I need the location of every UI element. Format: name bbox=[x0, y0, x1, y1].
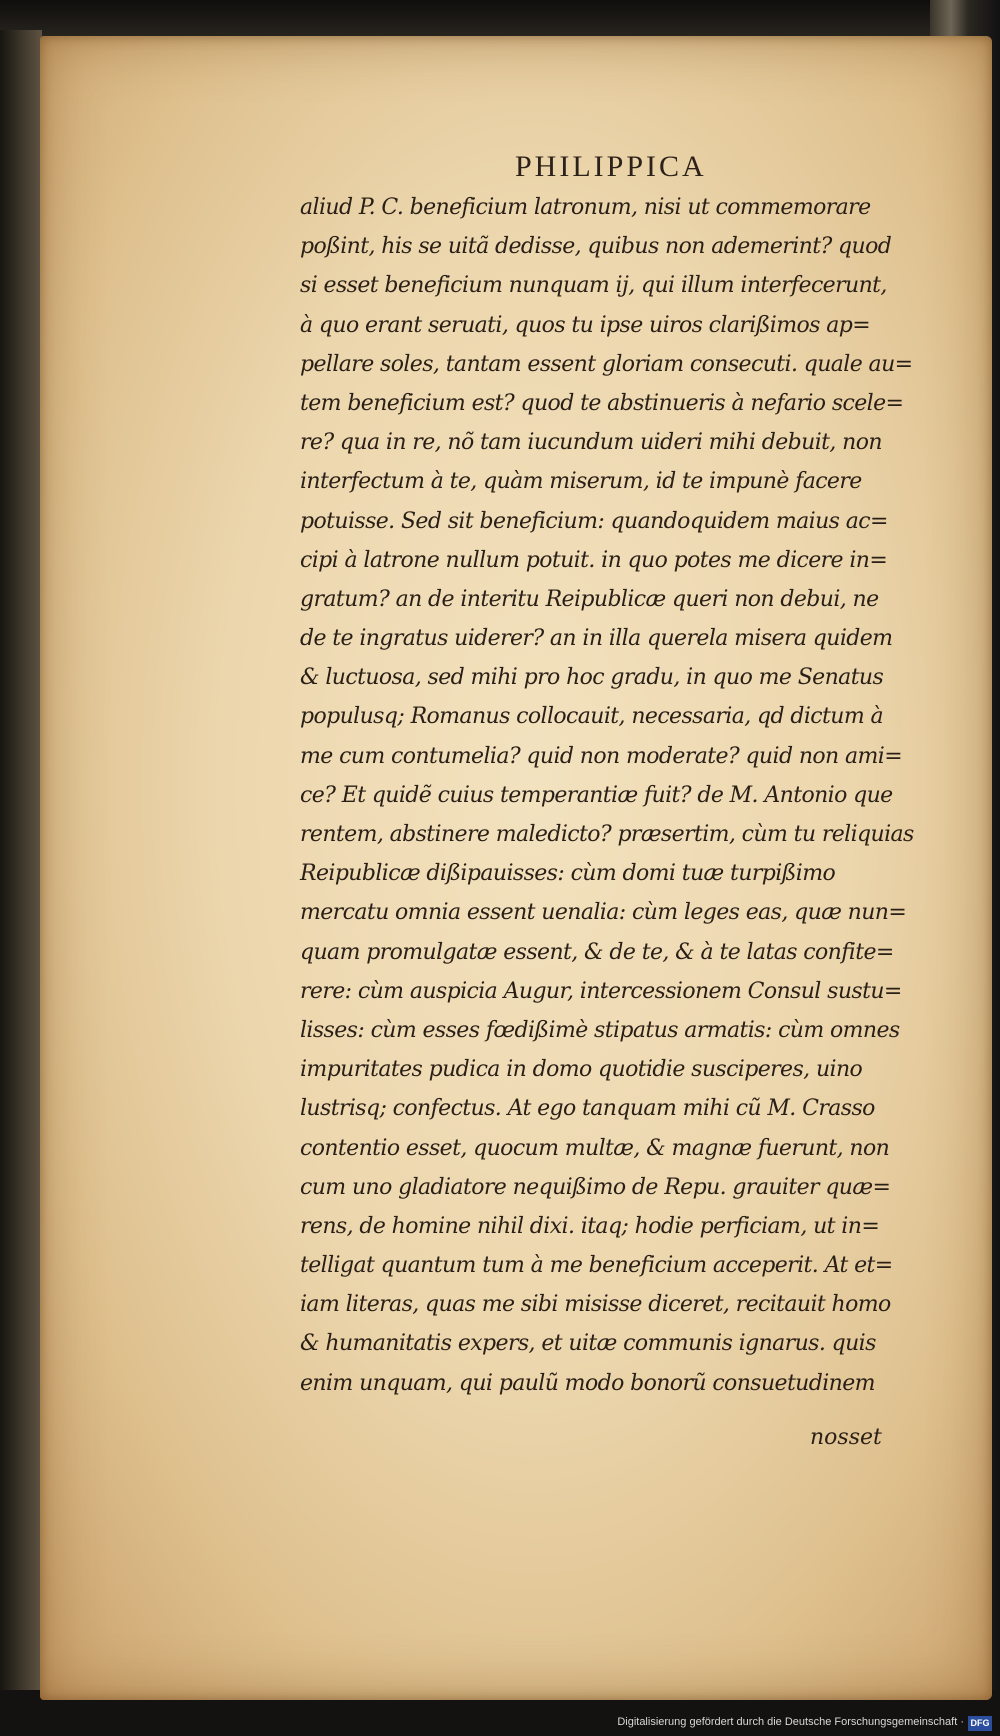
text-line: cum uno gladiatore nequißimo de Repu. grauiter quæ= bbox=[300, 1174, 891, 1200]
text-line: impuritates pudica in domo quotidie susciperes, uino bbox=[300, 1057, 863, 1083]
body-text bbox=[300, 188, 940, 1403]
text-line: mercatu omnia essent uenalia: cùm leges eas, quæ nun= bbox=[300, 900, 907, 926]
text-line: lustrisq; confectus. At ego tanquam mihi cũ M. Crasso bbox=[300, 1096, 875, 1122]
text-line: potuisse. Sed sit beneficium: quandoquidem maius ac= bbox=[300, 508, 888, 534]
text-line: rentem, abstinere maledicto? præsertim, cùm tu reliquias bbox=[300, 822, 914, 847]
text-line: aliud P. C. beneficium latronum, nisi ut commemorare bbox=[300, 195, 871, 220]
text-line: tem beneficium est? quod te abstinueris à nefario scele= bbox=[300, 390, 904, 416]
text-line: populusq; Romanus collocauit, necessaria, qd dictum à bbox=[300, 704, 883, 730]
text-line: me cum contumelia? quid non moderate? quid non ami= bbox=[300, 743, 903, 769]
text-line: de te ingratus uiderer? an in illa querela misera quidem bbox=[300, 626, 893, 652]
text-line: contentio esset, quocum multæ, & magnæ fuerunt, non bbox=[300, 1135, 890, 1161]
text-line: quam promulgatæ essent, & de te, & à te latas confite= bbox=[300, 939, 894, 965]
running-head: PHILIPPICA bbox=[515, 150, 707, 183]
digitization-footer bbox=[0, 1712, 1000, 1736]
text-line: cipi à latrone nullum potuit. in quo potes me dicere in= bbox=[300, 547, 888, 573]
dfg-logo: DFG bbox=[968, 1716, 992, 1731]
text-line: iam literas, quas me sibi misisse diceret, recitauit homo bbox=[300, 1292, 891, 1318]
catchword: nosset bbox=[810, 1425, 882, 1450]
text-line: si esset beneficium nunquam ij, qui illum interfecerunt, bbox=[300, 273, 887, 299]
text-line: Reipublicæ dißipauisses: cùm domi tuæ turpißimo bbox=[300, 861, 836, 887]
text-line: interfectum à te, quàm miserum, id te impunè facere bbox=[300, 469, 862, 495]
text-line: rere: cùm auspicia Augur, intercessionem Consul sustu= bbox=[300, 978, 902, 1004]
text-line: enim unquam, qui paulũ modo bonorũ consuetudinem bbox=[300, 1370, 875, 1396]
text-line: poßint, his se uitã dedisse, quibus non ademerint? quod bbox=[300, 234, 892, 260]
text-line: à quo erant seruati, quos tu ipse uiros clarißimos ap= bbox=[300, 312, 871, 338]
text-line: lisses: cùm esses fœdißimè stipatus armatis: cùm omnes bbox=[300, 1017, 900, 1043]
text-line: re? qua in re, nõ tam iucundum uideri mihi debuit, non bbox=[300, 430, 882, 456]
book-left-edge bbox=[0, 30, 42, 1710]
text-line: ce? Et quidẽ cuius temperantiæ fuit? de M. Antonio que bbox=[300, 782, 893, 808]
text-line: rens, de homine nihil dixi. itaq; hodie perficiam, ut in= bbox=[300, 1213, 880, 1239]
text-line: pellare soles, tantam essent gloriam consecuti. quale au= bbox=[300, 351, 913, 377]
text-line: & humanitatis expers, et uitæ communis ignarus. quis bbox=[300, 1331, 876, 1357]
scan-background-top bbox=[0, 0, 1000, 40]
text-line: gratum? an de interitu Reipublicæ queri non debui, ne bbox=[300, 586, 879, 612]
footer-credit: Digitalisierung gefördert durch die Deutsche Forschungsgemeinschaft · bbox=[617, 1716, 964, 1728]
text-line: & luctuosa, sed mihi pro hoc gradu, in quo me Senatus bbox=[300, 665, 884, 691]
text-line: telligat quantum tum à me beneficium acceperit. At et= bbox=[300, 1253, 893, 1279]
